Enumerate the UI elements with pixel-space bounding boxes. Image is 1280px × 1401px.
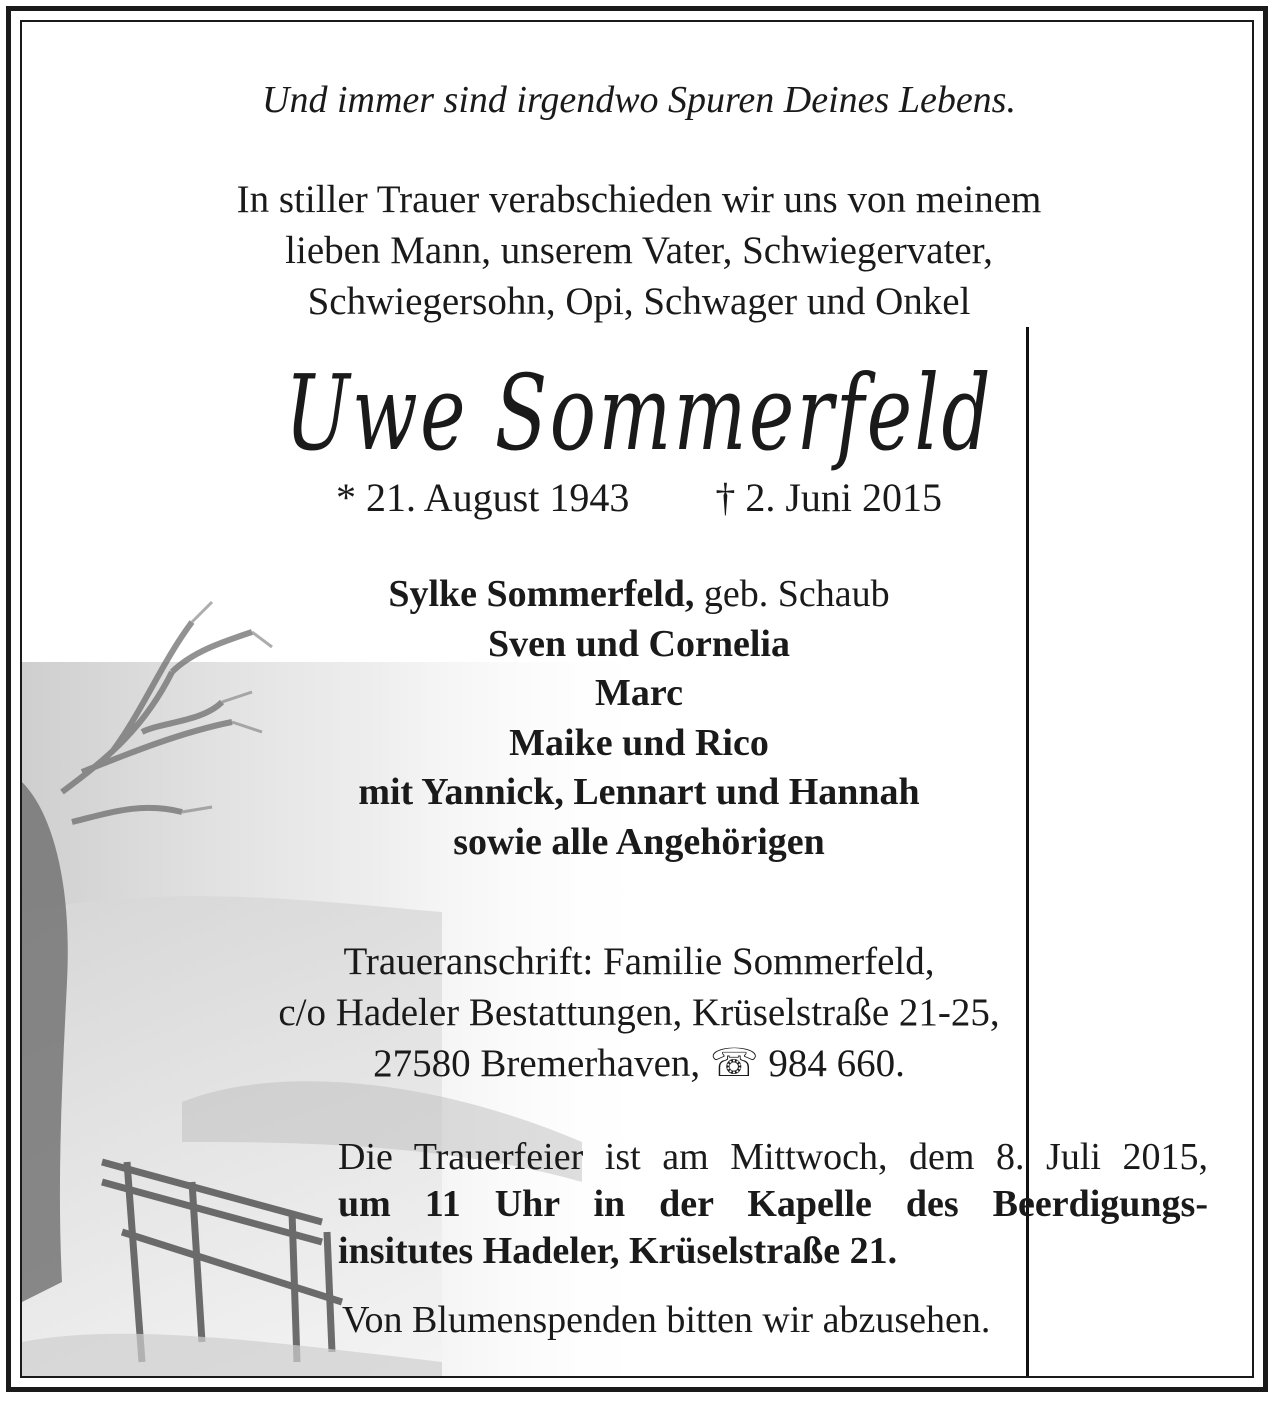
maiden-name: geb. Schaub (694, 573, 890, 615)
mourners-list (22, 570, 1254, 867)
birth-date: * 21. August 1943 (335, 475, 630, 520)
intro-text (22, 174, 1254, 327)
obituary-notice (20, 20, 1254, 1378)
intro-line: In stiller Trauer verabschieden wir uns von meinem (236, 178, 1042, 221)
death-date: † 2. Juni 2015 (715, 475, 943, 520)
mourner-line: Sven und Cornelia (488, 622, 790, 665)
address-line: 27580 Bremerhaven, ☏ 984 660. (373, 1042, 905, 1085)
mourning-address (22, 936, 1254, 1089)
intro-line: Schwiegersohn, Opi, Schwager und Onkel (307, 280, 971, 323)
address-line: Traueranschrift: Familie Sommerfeld, (343, 940, 935, 983)
mourner-line: Marc (595, 672, 683, 714)
mourner-line: Maike und Rico (509, 721, 769, 764)
mourner-line: sowie alle Angehörigen (453, 820, 825, 863)
mourner-line (22, 570, 1254, 620)
intro-line: lieben Mann, unserem Vater, Schwiegervater, (285, 229, 993, 272)
service-line: Die Trauerfeier ist am Mittwoch, dem 8. Juli 2015, (338, 1136, 1208, 1178)
mourner-line: mit Yannick, Lennart und Hannah (358, 771, 920, 813)
flowers-note: Von Blumenspenden bitten wir abzusehen. (342, 1299, 991, 1341)
service-line: um 11 Uhr in der Kapelle des Beerdigungs- (338, 1183, 1208, 1225)
address-line: c/o Hadeler Bestattungen, Krüselstraße 21-25, (278, 991, 1000, 1034)
funeral-service-info (338, 1134, 1208, 1275)
motto: Und immer sind irgendwo Spuren Deines Lebens. (262, 79, 1016, 121)
deceased-name: Uwe Sommerfeld (284, 352, 994, 474)
service-line: insitutes Hadeler, Krüselstraße 21. (338, 1230, 898, 1272)
widow-name: Sylke Sommerfeld, (388, 573, 695, 615)
life-dates (22, 474, 1254, 521)
